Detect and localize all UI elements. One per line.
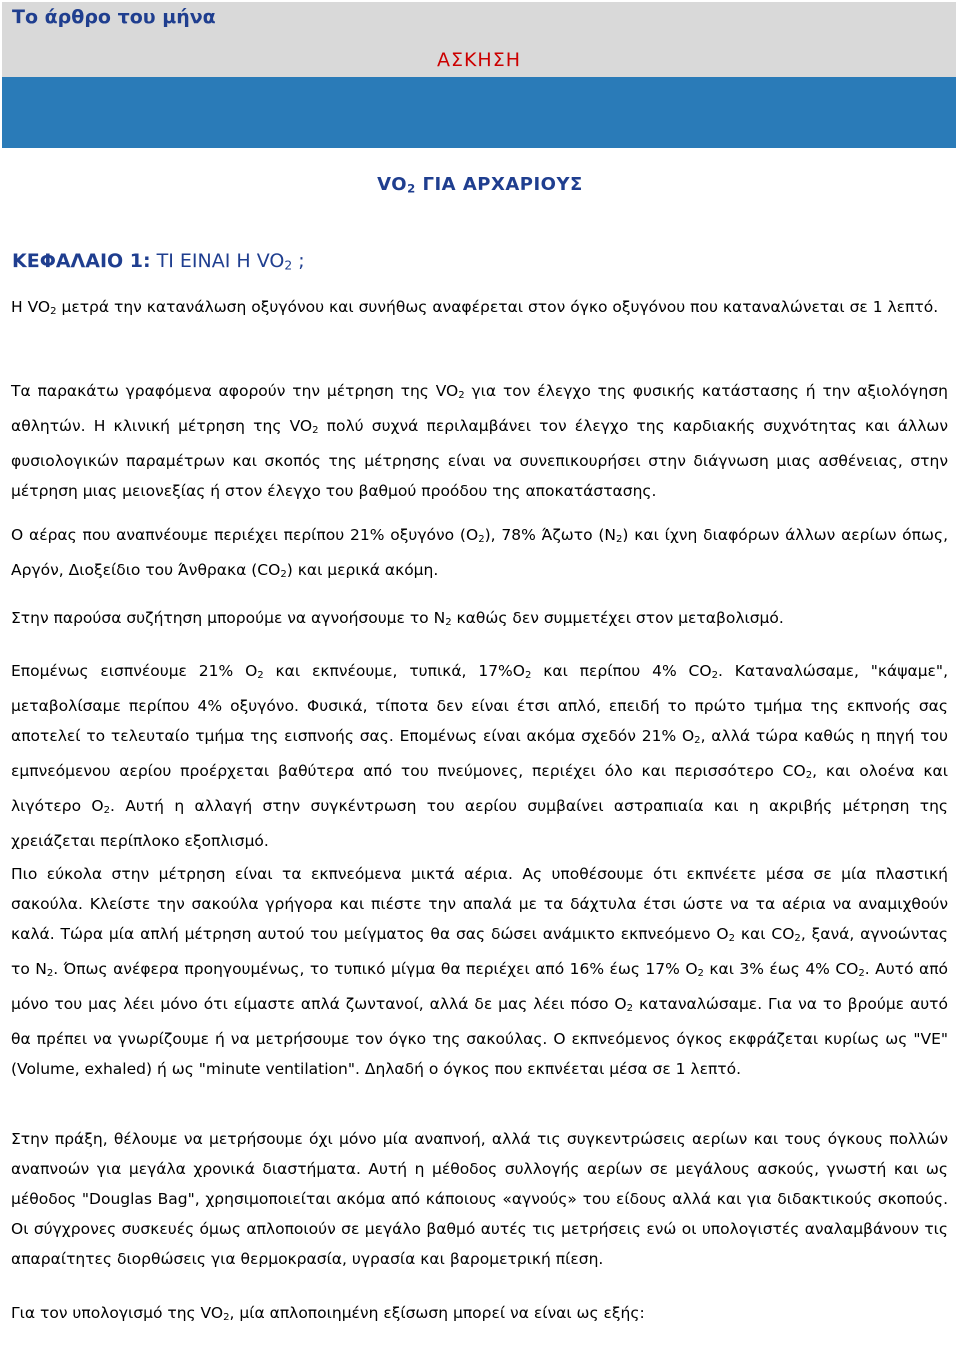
chapter-label: ΚΕΦΑΛΑΙΟ 1: bbox=[12, 250, 151, 272]
paragraph-6: Πιο εύκολα στην μέτρηση είναι τα εκπνεόμενα μικτά αέρια. Ας υποθέσουμε ότι εκπνέετε μέσα σε μία πλαστική σακούλα. Κλείστε την σακούλα γρήγορα και πιέστε την απαλά με τα δάχτυλα έτσι ώστε να τα αέρια να αναμιχθούν καλά. Τώρα μία απλή μέτρηση αυτού του μείγματος θα σας δώσει ανάμικτο εκπνεόμενο $O_2$ και $CO_2$, ξανά, αγνοώντας το $N_2$. Όπως ανέφερα προηγουμένως, το τυπικό μίγμα θα περιέχει από 16% έως 17% $O_2$ και 3% έως 4% $CO_2$. Αυτό από μόνο του μας λέει μόνο ότι είμαστε απλά ζωντανοί, αλλά δε μας λέει πόσο $O_2$ καταναλώσαμε. Για να το βρούμε αυτό θα πρέπει να γνωρίζουμε ή να μετρήσουμε τον όγκο της σακούλας. Ο εκπνεόμενος όγκος εκφράζεται κυρίως ως "VE" (Volume, exhaled) ή ως "minute ventilation". Δηλαδή ο όγκος που εκπνέεται μέσα σε 1 λεπτό. bbox=[11, 865, 949, 1078]
paragraph-1: Η $VO_2$ μετρά την κατανάλωση οξυγόνου και συνήθως αναφέρεται στον όγκο οξυγόνου που καταναλώνεται σε 1 λεπτό. bbox=[11, 298, 939, 317]
paragraph-5: Επομένως εισπνέουμε 21% $O_2$ και εκπνέουμε, τυπικά, $17\%O_2$ και περίπου 4% $CO_2$. Καταναλώσαμε, "κάψαμε", μεταβολίσαμε περίπου 4% οξυγόνο. Φυσικά, τίποτα δεν είναι έτσι απλό, επειδή το πρώτο τμήμα της εκπνοής σας αποτελεί το τελευταίο τμήμα της εισπνοής σας. Επομένως είναι ακόμα σχεδόν 21% $O_2$, αλλά τώρα καθώς η πηγή του εμπνεόμενου αερίου προέρχεται βαθύτερα από του πνεύμονες, περιέχει όλο και περισσότερο $CO_2$, και ολοένα και λιγότερο $O_2$. Αυτή η αλλαγή στην συγκέντρωση του αερίου συμβαίνει αστραπιαία και η ακριβής μέτρηση της χρειάζεται περίπλοκο εξοπλισμό. bbox=[11, 662, 948, 850]
article-title: $VO_2$ ΓΙΑ ΑΡΧΑΡΙΟΥΣ bbox=[377, 174, 583, 196]
paragraph-3: Ο αέρας που αναπνέουμε περιέχει περίπου 21% οξυγόνο $(O_2)$, 78% Άζωτο $(N_2)$ και ίχνη διαφόρων άλλων αερίων όπως, Αργόν, Διοξείδιο του Άνθρακα $(CO_2)$ και μερικά ακόμη. bbox=[11, 526, 948, 580]
decorative-banner bbox=[2, 77, 956, 148]
paragraph-8: Για τον υπολογισμό της $VO_2$, μία απλοποιημένη εξίσωση μπορεί να είναι ως εξής: bbox=[11, 1304, 645, 1323]
paragraph-2: Τα παρακάτω γραφόμενα αφορούν την μέτρηση της $VO_2$ για τον έλεγχο της φυσικής κατάστασης ή την αξιολόγηση αθλητών. Η κλινική μέτρηση της $VO_2$ πολύ συχνά περιλαμβάνει τον έλεγχο της καρδιακής συχνότητας και άλλων φυσιολογικών παραμέτρων και σκοπός της μέτρησης είναι να συνεπικουρήσει στην διάγνωση μιας ασθένειας, στην μέτρηση μιας μειονεξίας ή στον έλεγχο του βαθμού προόδου της αποκατάστασης. bbox=[11, 382, 949, 500]
header-bar bbox=[2, 2, 956, 33]
section-bar bbox=[2, 33, 956, 77]
category-label: ΑΣΚΗΣΗ bbox=[436, 49, 522, 71]
site-section-title: Το άρθρο του μήνα bbox=[12, 6, 216, 28]
paragraph-4: Στην παρούσα συζήτηση μπορούμε να αγνοήσουμε το $N_2$ καθώς δεν συμμετέχει στον μεταβολισμό. bbox=[11, 609, 784, 628]
paragraph-7: Στην πράξη, θέλουμε να μετρήσουμε όχι μόνο μία αναπνοή, αλλά τις συγκεντρώσεις αερίων και τους όγκους πολλών αναπνοών για μεγάλα χρονικά διαστήματα. Αυτή η μέθοδος συλλογής αερίων σε μεγάλους ασκούς, γνωστή και ως μέθοδος "Douglas Bag", χρησιμοποιείται ακόμα από κάποιους «αγνούς» του είδους αλλά και για διδακτικούς σκοπούς. Οι σύγχρονες συσκευές όμως απλοποιούν σε μεγάλο βαθμό αυτές τις μετρήσεις ενώ οι υπολογιστές αναλαμβάνουν τις απαραίτητες διορθώσεις για θερμοκρασία, υγρασία και βαρομετρική πίεση. bbox=[11, 1130, 948, 1268]
chapter-heading: ΚΕΦΑΛΑΙΟ 1: ΤΙ ΕΙΝΑΙ Η $VO_2$ ; bbox=[12, 250, 305, 273]
